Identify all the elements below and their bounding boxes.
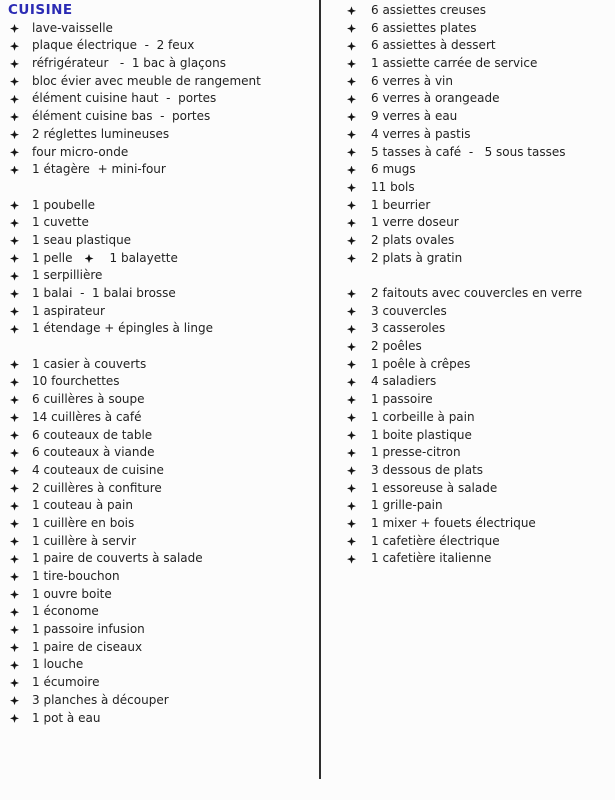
list-item [8, 144, 313, 162]
diamond-bullet-icon [10, 219, 19, 228]
list-item [345, 144, 611, 162]
item-text: 14 cuillères à café [32, 409, 142, 424]
item-text: 6 assiettes à dessert [371, 38, 496, 53]
list-item [8, 214, 313, 232]
item-text: 6 assiettes creuses [371, 3, 487, 17]
item-text: 11 bols [371, 179, 415, 194]
item-text: 1 mixer + fouets électrique [371, 515, 536, 530]
list-item [8, 444, 313, 462]
list-item [8, 391, 313, 409]
diamond-bullet-icon [347, 413, 356, 422]
diamond-bullet-icon [347, 254, 356, 263]
diamond-bullet-icon [10, 625, 19, 634]
item-text: 1 verre doseur [371, 215, 459, 230]
diamond-bullet-icon [347, 6, 356, 15]
list-item [345, 90, 611, 108]
item-text: 6 mugs [371, 162, 416, 177]
right-item-list [345, 2, 611, 568]
diamond-bullet-icon [10, 608, 19, 617]
item-text: élément cuisine haut - portes [32, 91, 217, 106]
item-text: 1 beurrier [371, 197, 431, 212]
list-item [345, 462, 611, 480]
item-text: 1 serpillière [32, 268, 103, 283]
list-item [8, 232, 313, 250]
item-text: 2 cuillères à confiture [32, 480, 162, 495]
diamond-bullet-icon [347, 289, 356, 298]
list-item [345, 338, 611, 356]
diamond-bullet-icon [347, 201, 356, 210]
list-item [345, 20, 611, 38]
list-item [345, 427, 611, 445]
diamond-bullet-icon [347, 395, 356, 404]
list-item [8, 90, 313, 108]
item-text: 1 assiette carrée de service [371, 56, 538, 71]
diamond-bullet-icon [10, 714, 19, 723]
diamond-bullet-icon [347, 484, 356, 493]
diamond-bullet-icon [347, 378, 356, 387]
item-text: 2 plats à gratin [371, 250, 463, 265]
item-text: 2 réglettes lumineuses [32, 126, 170, 141]
list-item [8, 550, 313, 568]
list-item [8, 356, 313, 374]
diamond-bullet-icon [10, 484, 19, 493]
diamond-bullet-icon [347, 219, 356, 228]
item-text: 1 aspirateur [32, 303, 105, 318]
diamond-bullet-icon [10, 254, 19, 263]
list-item [8, 656, 313, 674]
list-item [345, 409, 611, 427]
diamond-bullet-icon [10, 413, 19, 422]
list-item [8, 515, 313, 533]
list-item [345, 250, 611, 268]
page-title: CUISINE [8, 2, 73, 18]
item-text: 1 louche [32, 657, 84, 672]
item-text: réfrigérateur - 1 bac à glaçons [32, 56, 226, 71]
diamond-bullet-icon [10, 449, 19, 458]
item-text: élément cuisine bas - portes [32, 109, 211, 124]
list-item [8, 320, 313, 338]
list-item [345, 515, 611, 533]
item-text: 1 grille-pain [371, 498, 443, 513]
item-text: 6 cuillères à soupe [32, 392, 145, 407]
item-text: 2 plats ovales [371, 232, 455, 247]
diamond-bullet-icon [10, 307, 19, 316]
item-text: 1 étendage + épingles à linge [32, 321, 213, 336]
item-text: 1 casier à couverts [32, 356, 147, 371]
diamond-bullet-icon [10, 395, 19, 404]
list-item [345, 37, 611, 55]
list-item [8, 20, 313, 38]
list-item [8, 285, 313, 303]
diamond-bullet-icon [10, 696, 19, 705]
item-text: 4 couteaux de cuisine [32, 462, 164, 477]
list-item [8, 108, 313, 126]
diamond-bullet-icon [10, 59, 19, 68]
diamond-bullet-icon [10, 236, 19, 245]
diamond-bullet-icon [10, 289, 19, 298]
list-item [8, 462, 313, 480]
item-text: 1 balayette [109, 250, 178, 265]
item-text: 1 balai - 1 balai brosse [32, 286, 176, 300]
diamond-bullet-icon [347, 59, 356, 68]
list-item [345, 108, 611, 126]
list-item [345, 373, 611, 391]
list-item [8, 568, 313, 586]
item-text: 1 poêle à crêpes [371, 356, 471, 371]
item-text: 1 étagère + mini-four [32, 162, 166, 177]
list-item [345, 480, 611, 498]
item-text: 4 verres à pastis [371, 126, 471, 141]
item-text: 1 corbeille à pain [371, 409, 475, 424]
diamond-bullet-icon [10, 502, 19, 511]
item-text: 1 écumoire [32, 675, 100, 690]
list-item [345, 533, 611, 551]
item-text: 1 cuillère en bois [32, 515, 135, 530]
item-text: 6 couteaux de table [32, 427, 153, 442]
item-text: 1 pot à eau [32, 710, 101, 725]
item-text: 3 casseroles [371, 321, 446, 336]
diamond-bullet-icon [347, 537, 356, 546]
item-text: 6 verres à orangeade [371, 91, 500, 106]
list-item [8, 267, 313, 285]
diamond-bullet-icon [10, 360, 19, 369]
list-item [8, 480, 313, 498]
item-text: 1 cuvette [32, 215, 89, 230]
diamond-bullet-icon [10, 112, 19, 121]
list-item [345, 197, 611, 215]
item-text: 1 boite plastique [371, 427, 472, 442]
item-text: 3 dessous de plats [371, 462, 484, 477]
item-text: 1 essoreuse à salade [371, 480, 498, 495]
item-text: 1 pelle [32, 250, 73, 265]
diamond-bullet-icon [10, 148, 19, 157]
list-item [345, 391, 611, 409]
diamond-bullet-icon [347, 555, 356, 564]
list-item [8, 674, 313, 692]
item-text: 2 poêles [371, 339, 422, 354]
diamond-bullet-icon [10, 537, 19, 546]
list-item [345, 179, 611, 197]
item-text: 1 économe [32, 604, 99, 619]
diamond-bullet-icon [10, 325, 19, 334]
item-text: 1 seau plastique [32, 232, 132, 247]
list-item [8, 639, 313, 657]
list-item [8, 73, 313, 91]
item-text: bloc évier avec meuble de rangement [32, 73, 261, 88]
diamond-bullet-icon [10, 555, 19, 564]
diamond-bullet-icon [10, 201, 19, 210]
diamond-bullet-icon [347, 360, 356, 369]
diamond-bullet-icon [10, 95, 19, 104]
diamond-bullet-icon [347, 236, 356, 245]
diamond-bullet-icon [347, 130, 356, 139]
diamond-bullet-icon [10, 643, 19, 652]
item-text: 1 couteau à pain [32, 498, 133, 513]
diamond-bullet-icon [10, 130, 19, 139]
item-text: 4 saladiers [371, 374, 437, 389]
list-item [345, 232, 611, 250]
diamond-bullet-icon [347, 95, 356, 104]
list-item [8, 37, 313, 55]
diamond-bullet-icon [85, 254, 94, 263]
list-item [8, 373, 313, 391]
diamond-bullet-icon [10, 77, 19, 86]
list-item [8, 621, 313, 639]
diamond-bullet-icon [347, 502, 356, 511]
list-item [8, 603, 313, 621]
list-item [345, 126, 611, 144]
diamond-bullet-icon [10, 590, 19, 599]
item-text: 1 tire-bouchon [32, 569, 120, 583]
left-item-list [8, 20, 313, 728]
list-item [8, 197, 313, 215]
diamond-bullet-icon [10, 166, 19, 175]
list-item [8, 161, 313, 179]
diamond-bullet-icon [347, 466, 356, 475]
list-item [8, 497, 313, 515]
diamond-bullet-icon [10, 466, 19, 475]
list-item [8, 303, 313, 321]
diamond-bullet-icon [347, 342, 356, 351]
diamond-bullet-icon [347, 431, 356, 440]
item-text: 2 faitouts avec couvercles en verre [371, 286, 583, 300]
item-text: 9 verres à eau [371, 109, 458, 124]
item-text: 1 cafetière électrique [371, 533, 500, 548]
diamond-bullet-icon [347, 77, 356, 86]
list-item [345, 444, 611, 462]
diamond-bullet-icon [10, 678, 19, 687]
item-text: 1 paire de couverts à salade [32, 551, 203, 566]
list-item [345, 73, 611, 91]
list-item [345, 550, 611, 568]
diamond-bullet-icon [347, 183, 356, 192]
group-spacer [345, 267, 611, 285]
diamond-bullet-icon [347, 148, 356, 157]
list-item [8, 710, 313, 728]
group-spacer [8, 179, 313, 197]
item-text: 6 couteaux à viande [32, 445, 155, 460]
list-item [345, 55, 611, 73]
item-text: 6 assiettes plates [371, 20, 477, 35]
list-item [8, 126, 313, 144]
list-item [8, 55, 313, 73]
list-item [8, 692, 313, 710]
item-text: four micro-onde [32, 144, 129, 159]
diamond-bullet-icon [10, 272, 19, 281]
diamond-bullet-icon [347, 325, 356, 334]
diamond-bullet-icon [347, 519, 356, 528]
list-item [8, 533, 313, 551]
item-text: 1 presse-citron [371, 445, 461, 460]
item-text: 6 verres à vin [371, 73, 453, 88]
column-divider [319, 0, 321, 779]
list-item [8, 250, 313, 268]
item-text: plaque électrique - 2 feux [32, 38, 195, 53]
item-text: 3 couvercles [371, 303, 447, 318]
diamond-bullet-icon [10, 378, 19, 387]
diamond-bullet-icon [347, 166, 356, 175]
item-text: 10 fourchettes [32, 374, 120, 389]
right-column [345, 2, 611, 568]
diamond-bullet-icon [347, 112, 356, 121]
left-column [8, 2, 313, 727]
item-text: 1 passoire [371, 392, 433, 407]
item-text: 1 passoire infusion [32, 622, 145, 637]
diamond-bullet-icon [10, 42, 19, 51]
list-item [345, 161, 611, 179]
list-item [345, 214, 611, 232]
diamond-bullet-icon [10, 431, 19, 440]
diamond-bullet-icon [347, 449, 356, 458]
group-spacer [8, 338, 313, 356]
list-item [345, 285, 611, 303]
list-item [345, 2, 611, 20]
item-text: 1 cafetière italienne [371, 551, 492, 566]
list-item [345, 320, 611, 338]
item-text: 1 poubelle [32, 197, 96, 212]
item-text: 1 cuillère à servir [32, 533, 137, 548]
diamond-bullet-icon [347, 42, 356, 51]
item-text: 5 tasses à café - 5 sous tasses [371, 144, 566, 159]
diamond-bullet-icon [10, 519, 19, 528]
item-text: lave-vaisselle [32, 20, 113, 35]
list-item [8, 586, 313, 604]
item-text: 1 ouvre boite [32, 586, 112, 601]
list-item [345, 356, 611, 374]
list-item [345, 497, 611, 515]
list-item [345, 303, 611, 321]
diamond-bullet-icon [10, 661, 19, 670]
item-text: 3 planches à découper [32, 692, 169, 707]
diamond-bullet-icon [347, 24, 356, 33]
diamond-bullet-icon [10, 24, 19, 33]
list-item [8, 409, 313, 427]
diamond-bullet-icon [10, 572, 19, 581]
item-text: 1 paire de ciseaux [32, 639, 143, 654]
list-item [8, 427, 313, 445]
diamond-bullet-icon [347, 307, 356, 316]
